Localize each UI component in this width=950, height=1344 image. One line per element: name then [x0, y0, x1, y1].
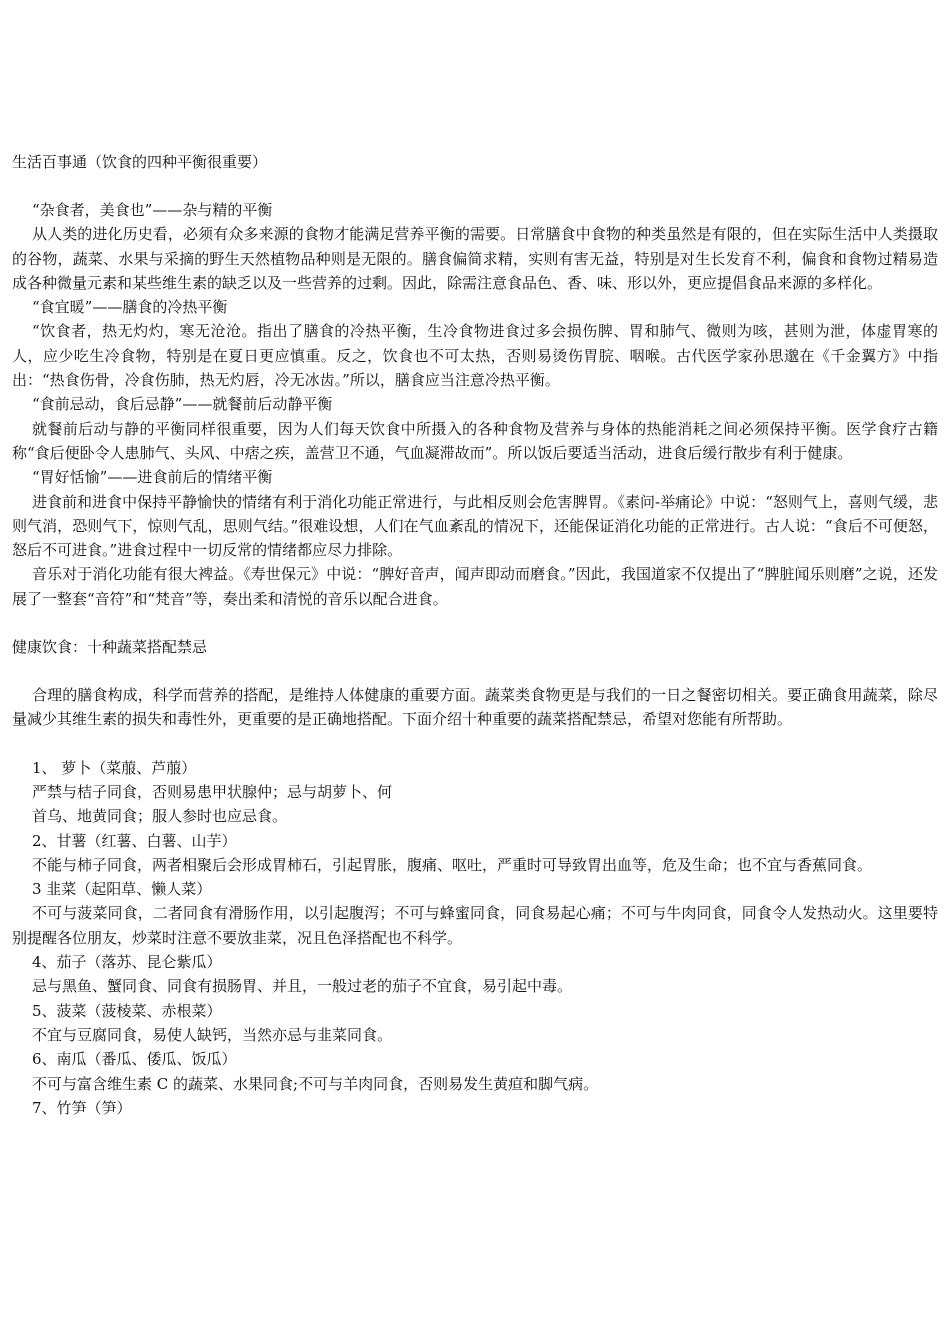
vegetable-body-radish-line2: 首乌、地黄同食；服人参时也应忌食。	[32, 807, 288, 826]
section-title-diet-balance: 生活百事通（饮食的四种平衡很重要）	[12, 153, 268, 171]
vegetable-body-pumpkin: 不可与富含维生素 C 的蔬菜、水果同食;不可与羊肉同食，否则易发生黄疸和脚气病。	[32, 1074, 599, 1093]
paragraph-variety-balance: 从人类的进化历史看，必须有众多来源的食物才能满足营养平衡的需要。日常膳食中食物的种类虽然是有限的，但在实际生活中人类摄取的谷物，蔬菜、水果与采摘的野生天然植物品种则是无限的。膳食偏简求精，实则有害无益，特别是对生长发育不利，偏食和食物过精易造成各种微量元素和某些维生素的缺乏以及一些营养的过剩。因此，除需注意食品色、香、味、形以外，更应提倡食品来源的多样化。	[12, 225, 938, 292]
heading-activity-balance: “食前忌动，食后忌静”——就餐前后动静平衡	[32, 395, 333, 414]
paragraph-temperature-balance: “饮食者，热无灼灼，寒无沧沧。指出了膳食的冷热平衡，生冷食物进食过多会损伤脾、胃和肺气、微则为咳，甚则为泄，体虚胃寒的人，应少吃生冷食物，特别是在夏日更应慎重。反之，饮食也不可太热，否则易烫伤胃脘、咽喉。古代医学家孙思邈在《千金翼方》中指出：“热食伤骨，冷食伤肺，热无灼唇，冷无冰齿。”所以，膳食应当注意冷热平衡。	[12, 322, 938, 390]
vegetable-title-bamboo-shoot: 7、竹笋（笋）	[32, 1098, 132, 1117]
vegetable-body-eggplant: 忌与黑鱼、蟹同食、同食有损肠胃、并且，一般过老的茄子不宜食，易引起中毒。	[32, 977, 573, 996]
vegetable-body-sweet-potato: 不能与柿子同食，两者相聚后会形成胃柿石，引起胃胀，腹痛、呕吐，严重时可导致胃出血等，危及生命；也不宜与香蕉同食。	[32, 855, 873, 874]
paragraph-activity-balance: 就餐前后动与静的平衡同样很重要，因为人们每天饮食中所摄入的各种食物及营养与身体的热能消耗之间必须保持平衡。医学食疗古籍称“食后便卧令人患肺气、头风、中痞之疾，盖营卫不通，气血凝滞故而”。所以饭后要适当活动，进食后缓行散步有利于健康。	[12, 419, 938, 462]
vegetable-body-chives: 不可与菠菜同食，二者同食有滑肠作用，以引起腹泻；不可与蜂蜜同食，同食易起心痛；不可与牛肉同食，同食令人发热动火。这里要特别提醒各位朋友，炒菜时注意不要放韭菜，况且色泽搭配也不科学。	[12, 904, 938, 947]
spacer	[12, 611, 938, 635]
vegetable-title-spinach: 5、菠菜（菠棱菜、赤根菜）	[32, 1001, 222, 1020]
section-title-vegetable-taboos: 健康饮食：十种蔬菜搭配禁忌	[12, 638, 208, 657]
spacer	[12, 659, 938, 683]
spacer	[12, 732, 938, 756]
paragraph-music-digestion: 音乐对于消化功能有很大裨益。《寿世保元》中说：“脾好音声，闻声即动而磨食。”因此，我国道家不仅提出了“脾脏闻乐则磨”之说，还发展了一整套“音符”和“梵音”等，奏出柔和清悦的音乐以配合进食。	[12, 565, 938, 608]
paragraph-mood-balance: 进食前和进食中保持平静愉快的情绪有利于消化功能正常进行，与此相反则会危害脾胃。《素问-举痛论》中说：“怒则气上，喜则气缓，悲则气消，恐则气下，惊则气乱，思则气结。”很难设想，人们在气血紊乱的情况下，还能保证消化功能的正常进行。古人说：“食后不可便怒，怒后不可进食。”进食过程中一切反常的情绪都应尽力排除。	[12, 492, 938, 560]
spacer	[12, 174, 938, 198]
vegetable-body-radish-line1: 严禁与桔子同食，否则易患甲状腺仲；忌与胡萝卜、何	[32, 782, 393, 801]
vegetable-title-eggplant: 4、茄子（落苏、昆仑紫瓜）	[32, 953, 222, 972]
vegetable-title-sweet-potato: 2、甘薯（红薯、白薯、山芋）	[32, 831, 237, 850]
vegetable-body-spinach: 不宜与豆腐同食，易使人缺钙，当然亦忌与韭菜同食。	[32, 1025, 393, 1044]
vegetable-title-pumpkin: 6、南瓜（番瓜、倭瓜、饭瓜）	[32, 1050, 237, 1069]
vegetable-title-radish: 1、 萝卜（菜菔、芦菔）	[32, 758, 197, 777]
heading-variety-balance: “杂食者，美食也”——杂与精的平衡	[32, 201, 273, 219]
heading-mood-balance: “胃好恬愉”——进食前后的情绪平衡	[32, 468, 273, 487]
heading-temperature-balance: “食宜暖”——膳食的冷热平衡	[32, 298, 228, 317]
vegetable-title-chives: 3 韭菜（起阳草、懒人菜）	[32, 880, 212, 899]
paragraph-vegetable-intro: 合理的膳食构成，科学而营养的搭配，是维持人体健康的重要方面。蔬菜类食物更是与我们的一日之餐密切相关。要正确食用蔬菜，除尽量减少其维生素的损失和毒性外，更重要的是正确地搭配。下面介绍十种重要的蔬菜搭配禁忌，希望对您能有所帮助。	[12, 686, 938, 729]
